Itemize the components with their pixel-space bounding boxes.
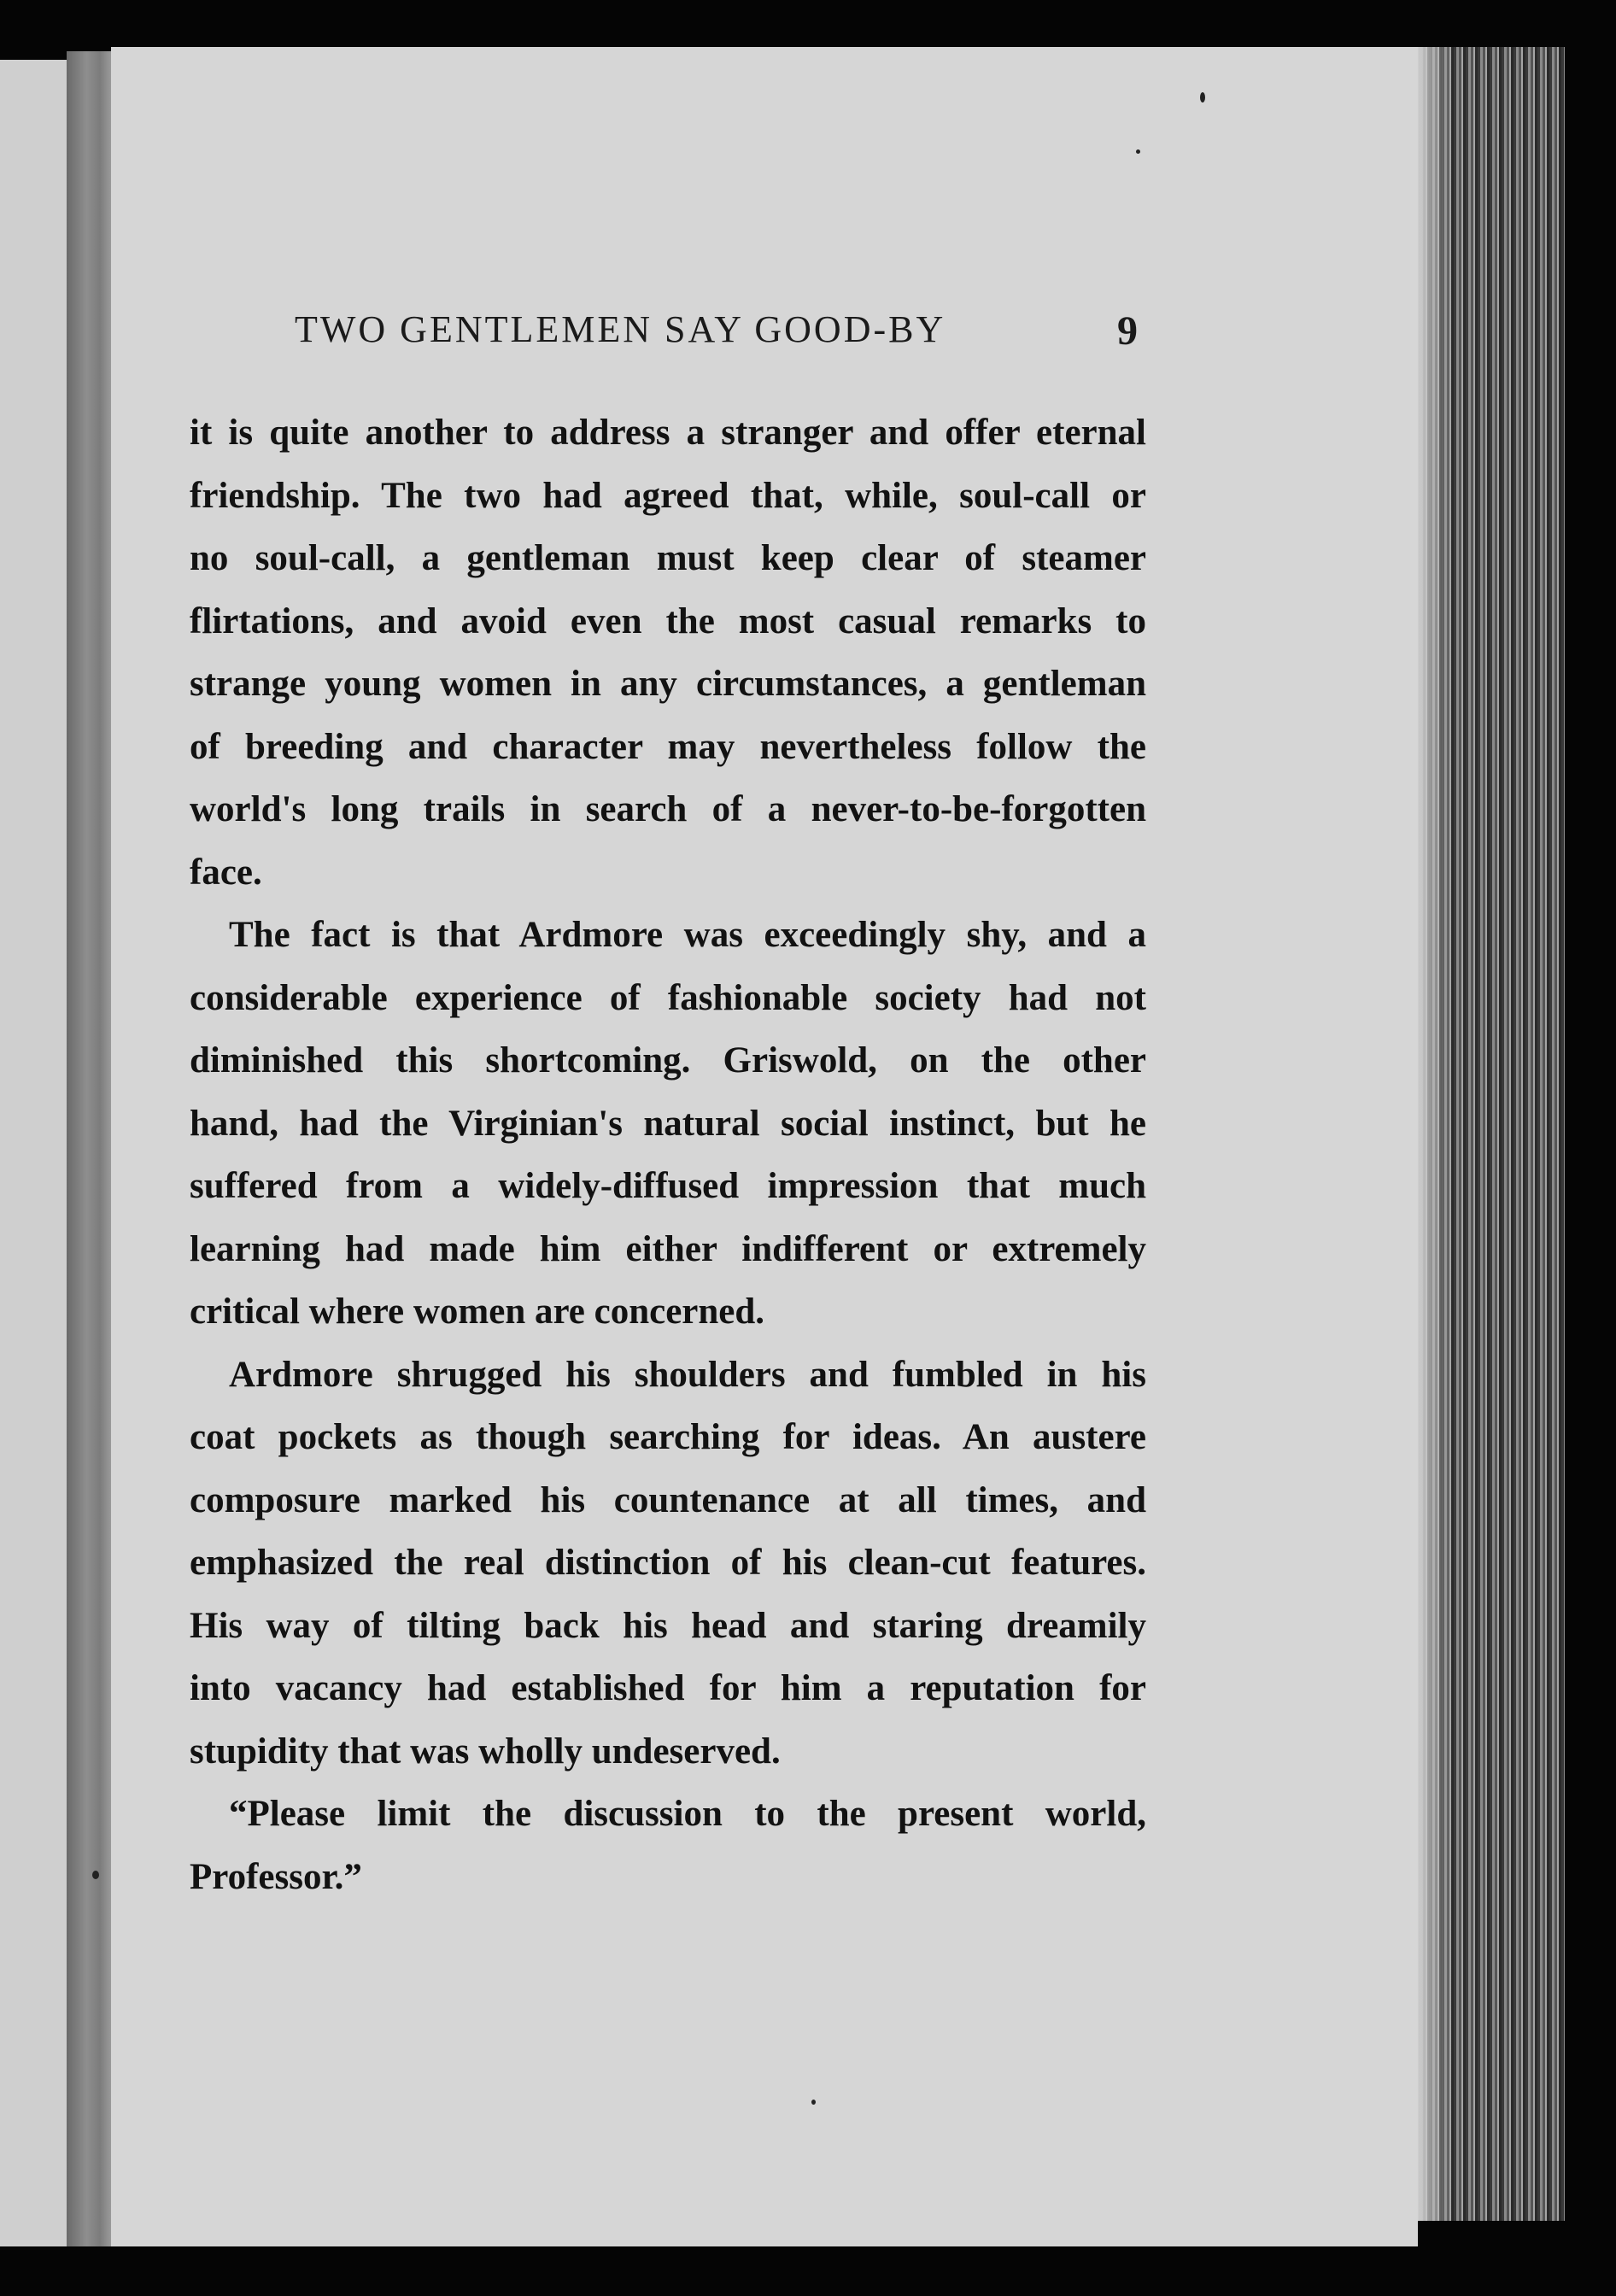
text-line: emphasized the real distinction of his clean-cut features. [190, 1543, 1146, 1583]
text-line: strange young women in any circumstances, a gentleman [190, 664, 1146, 704]
text-line: no soul-call, a gentleman must keep clear of steamer [190, 538, 1146, 578]
text-line: flirtations, and avoid even the most casual remarks to [190, 600, 1146, 641]
text-line: learning had made him either indifferent or extremely [190, 1228, 1146, 1269]
book-gutter [67, 51, 111, 2246]
text-line: His way of tilting back his head and staring dreamily [190, 1605, 1146, 1646]
running-title: TWO GENTLEMEN SAY GOOD-BY [295, 308, 946, 350]
facing-page-edge [0, 60, 67, 2246]
text-line: it is quite another to address a stranger and offer eternal [190, 413, 1146, 453]
text-line: stupidity that was wholly undeserved. [190, 1731, 781, 1772]
text-line: Professor.” [190, 1856, 362, 1897]
text-line: composure marked his countenance at all times, and [190, 1479, 1146, 1520]
page-edge-shadow [1418, 47, 1452, 2221]
text-line: world's long trails in search of a never-to-be-forgotten [190, 789, 1146, 829]
scan-speck [811, 2100, 816, 2105]
text-line: hand, had the Virginian's natural social instinct, but he [190, 1103, 1146, 1144]
text-line: Ardmore shrugged his shoulders and fumbled in his [229, 1354, 1146, 1395]
text-line: “Please limit the discussion to the present world, [229, 1794, 1146, 1834]
scan-speck [92, 1871, 99, 1879]
body-text [190, 401, 1146, 1908]
text-line: diminished this shortcoming. Griswold, on the other [190, 1040, 1146, 1081]
text-line: friendship. The two had agreed that, while, soul-call or [190, 475, 1146, 516]
text-line: critical where women are concerned. [190, 1292, 765, 1332]
text-line: considerable experience of fashionable society had not [190, 977, 1146, 1018]
text-line: into vacancy had established for him a reputation for [190, 1668, 1146, 1708]
page-number: 9 [1117, 308, 1138, 354]
text-line: The fact is that Ardmore was exceedingly shy, and a [229, 915, 1146, 955]
scan-speck [1136, 149, 1140, 154]
scan-speck [1200, 92, 1205, 102]
text-line: coat pockets as though searching for ideas. An austere [190, 1417, 1146, 1457]
text-line: suffered from a widely-diffused impression that much [190, 1166, 1146, 1206]
text-line: of breeding and character may nevertheless follow the [190, 726, 1146, 767]
text-line: face. [190, 852, 262, 893]
